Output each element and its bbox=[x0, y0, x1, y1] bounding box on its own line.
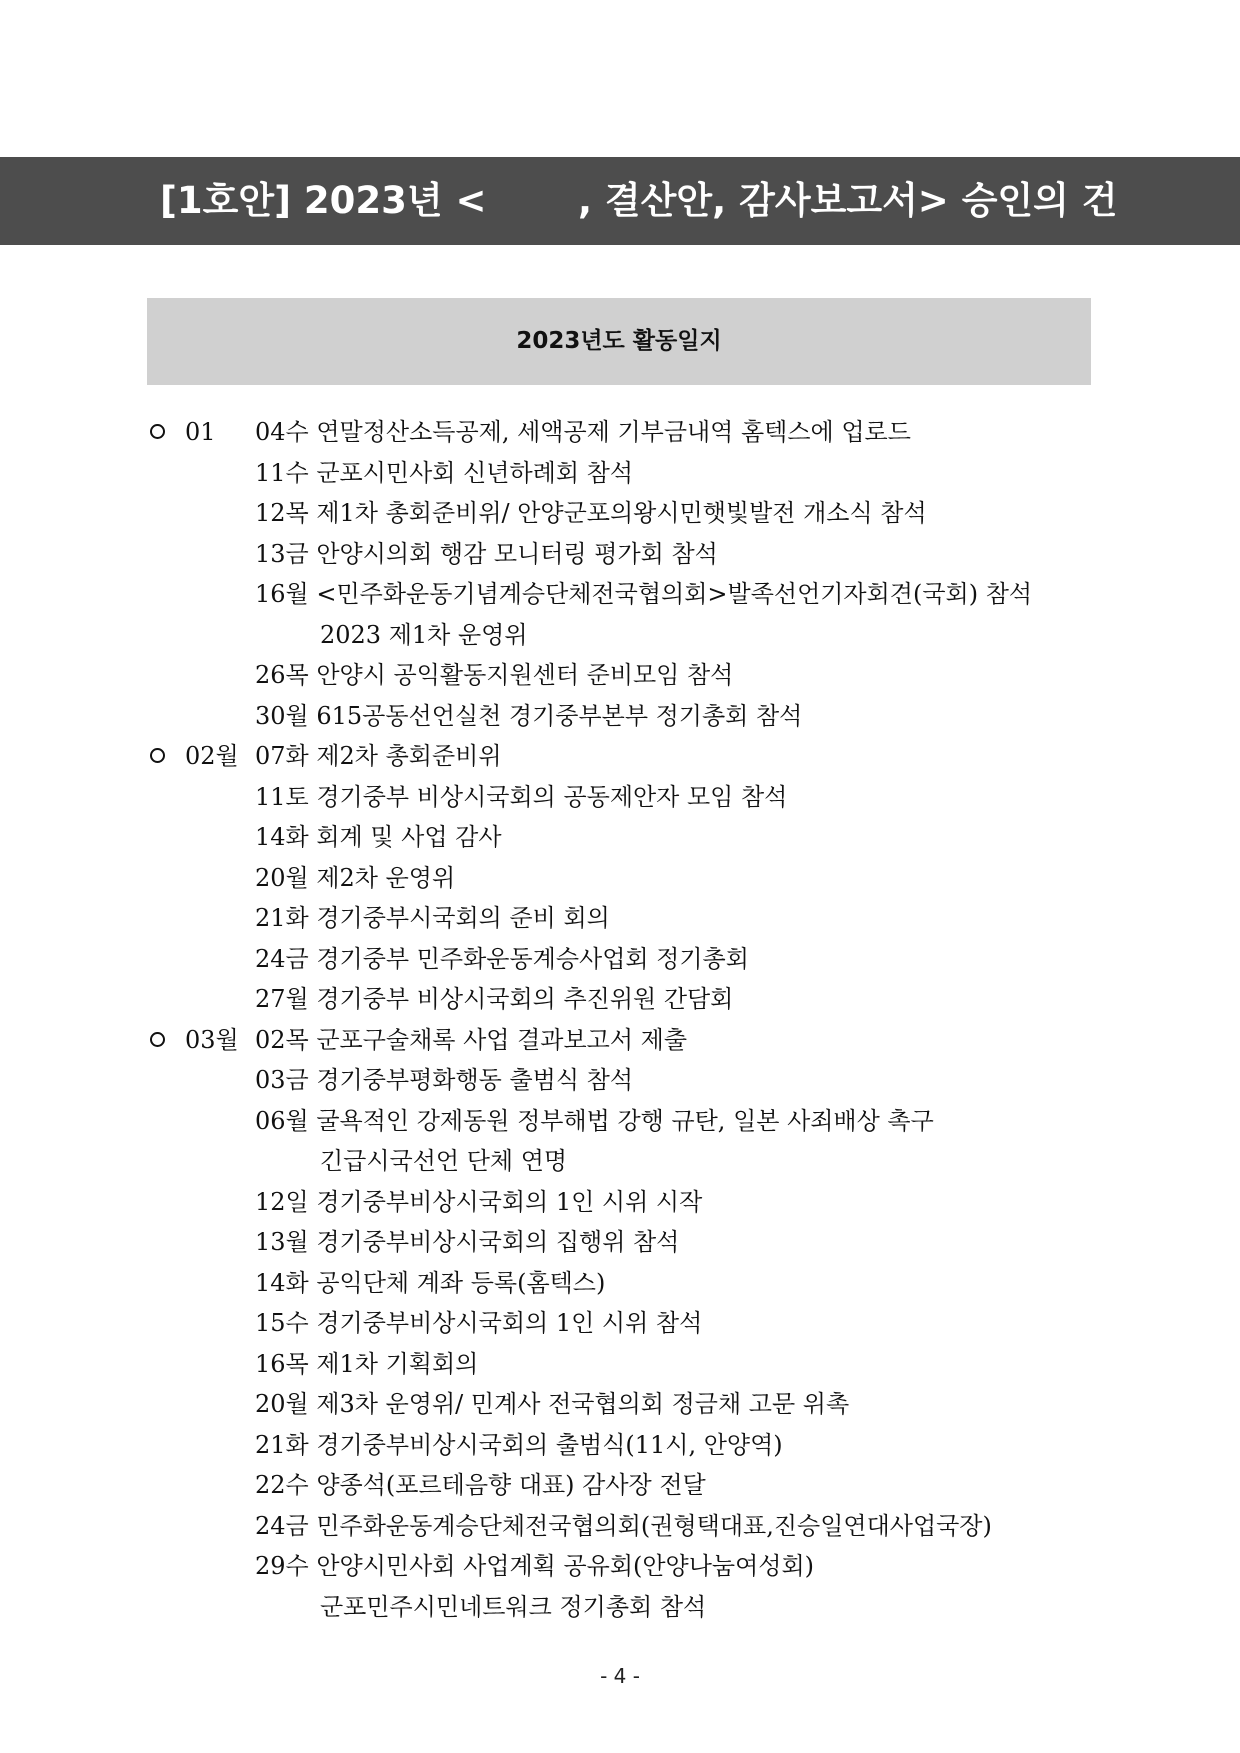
log-entry bbox=[150, 1344, 1150, 1385]
activity-log bbox=[150, 412, 1150, 1627]
log-entry-text: 04수 연말정산소득공제, 세액공제 기부금내역 홈텍스에 업로드 bbox=[255, 418, 911, 446]
log-entry bbox=[150, 736, 1150, 777]
document-title-right: , 결산안, 감사보고서> 승인의 건 bbox=[578, 179, 1118, 222]
log-entry-text: 20월 제3차 운영위/ 민계사 전국협의회 정금채 고문 위촉 bbox=[255, 1390, 850, 1418]
circle-bullet-icon bbox=[150, 748, 165, 763]
log-entry bbox=[150, 1425, 1150, 1466]
log-entry-continuation: 긴급시국선언 단체 연명 bbox=[320, 1147, 568, 1175]
log-entry bbox=[150, 493, 1150, 534]
log-entry bbox=[150, 615, 1150, 656]
header-banner bbox=[0, 157, 1240, 245]
log-entry bbox=[150, 412, 1150, 453]
page-number: - 4 - bbox=[600, 1664, 640, 1688]
log-entry bbox=[150, 696, 1150, 737]
log-entry bbox=[150, 1060, 1150, 1101]
log-entry bbox=[150, 1384, 1150, 1425]
log-entry-text: 21화 경기중부시국회의 준비 회의 bbox=[255, 904, 610, 932]
log-entry-text: 26목 안양시 공익활동지원센터 준비모임 참석 bbox=[255, 661, 734, 689]
log-entry-text: 24금 경기중부 민주화운동계승사업회 정기총회 bbox=[255, 944, 749, 973]
log-entry-text: 11토 경기중부 비상시국회의 공동제안자 모임 참석 bbox=[255, 782, 788, 811]
log-entry bbox=[150, 1506, 1150, 1547]
log-entry bbox=[150, 777, 1150, 818]
log-entry bbox=[150, 1546, 1150, 1587]
log-entry-continuation: 군포민주시민네트워크 정기총회 참석 bbox=[320, 1592, 707, 1621]
log-entry bbox=[150, 858, 1150, 899]
log-month: 02월 bbox=[185, 742, 239, 770]
log-entry-text: 07화 제2차 총회준비위 bbox=[255, 742, 502, 770]
log-entry-text: 27월 경기중부 비상시국회의 추진위원 간담회 bbox=[255, 985, 734, 1013]
log-entry bbox=[150, 898, 1150, 939]
log-month: 03월 bbox=[185, 1025, 239, 1054]
log-entry bbox=[150, 1587, 1150, 1628]
log-entry-text: 12목 제1차 총회준비위/ 안양군포의왕시민햇빛발전 개소식 참석 bbox=[255, 499, 927, 527]
log-entry bbox=[150, 1303, 1150, 1344]
section-title: 2023년도 활동일지 bbox=[516, 328, 722, 354]
log-entry-text: 02목 군포구술채록 사업 결과보고서 제출 bbox=[255, 1025, 687, 1054]
log-entry bbox=[150, 655, 1150, 696]
log-entry bbox=[150, 574, 1150, 615]
log-entry bbox=[150, 1020, 1150, 1061]
log-entry bbox=[150, 1465, 1150, 1506]
log-entry-text: 16월 <민주화운동기념계승단체전국협의회>발족선언기자회견(국회) 참석 bbox=[255, 580, 1033, 608]
log-entry-text: 11수 군포시민사회 신년하례회 참석 bbox=[255, 458, 634, 487]
log-entry bbox=[150, 453, 1150, 494]
circle-bullet-icon bbox=[150, 1032, 165, 1047]
log-entry-text: 24금 민주화운동계승단체전국협의회(권형택대표,진승일연대사업국장) bbox=[255, 1511, 992, 1540]
log-entry bbox=[150, 1222, 1150, 1263]
log-entry bbox=[150, 1141, 1150, 1182]
log-entry bbox=[150, 534, 1150, 575]
log-entry-text: 13금 안양시의회 행감 모니터링 평가회 참석 bbox=[255, 539, 718, 568]
document-title-left: [1호안] 2023년 < bbox=[160, 179, 487, 222]
log-entry-text: 30월 615공동선언실천 경기중부본부 정기총회 참석 bbox=[255, 701, 803, 730]
log-entry bbox=[150, 1101, 1150, 1142]
log-entry-text: 06월 굴욕적인 강제동원 정부해법 강행 규탄, 일본 사죄배상 촉구 bbox=[255, 1106, 934, 1135]
log-entry-text: 20월 제2차 운영위 bbox=[255, 863, 456, 892]
log-entry-text: 16목 제1차 기획회의 bbox=[255, 1349, 479, 1378]
log-entry-text: 03금 경기중부평화행동 출범식 참석 bbox=[255, 1066, 634, 1094]
section-header bbox=[147, 298, 1091, 385]
log-entry bbox=[150, 1263, 1150, 1304]
log-month: 01 bbox=[185, 418, 216, 446]
log-entry bbox=[150, 939, 1150, 980]
log-entry bbox=[150, 817, 1150, 858]
circle-bullet-icon bbox=[150, 424, 165, 439]
log-entry bbox=[150, 1182, 1150, 1223]
log-entry-text: 21화 경기중부비상시국회의 출범식(11시, 안양역) bbox=[255, 1430, 783, 1459]
document-title bbox=[0, 157, 1240, 245]
log-entry-text: 15수 경기중부비상시국회의 1인 시위 참석 bbox=[255, 1309, 703, 1337]
log-entry-text: 13월 경기중부비상시국회의 집행위 참석 bbox=[255, 1228, 680, 1256]
log-entry-text: 14화 공익단체 계좌 등록(홈텍스) bbox=[255, 1268, 606, 1297]
log-entry-text: 22수 양종석(포르테음향 대표) 감사장 전달 bbox=[255, 1471, 706, 1499]
log-entry-text: 29수 안양시민사회 사업계획 공유회(안양나눔여성회) bbox=[255, 1552, 815, 1580]
log-entry-continuation: 2023 제1차 운영위 bbox=[320, 620, 528, 649]
log-entry bbox=[150, 979, 1150, 1020]
log-entry-text: 14화 회계 및 사업 감사 bbox=[255, 823, 502, 851]
log-entry-text: 12일 경기중부비상시국회의 1인 시위 시작 bbox=[255, 1187, 703, 1216]
